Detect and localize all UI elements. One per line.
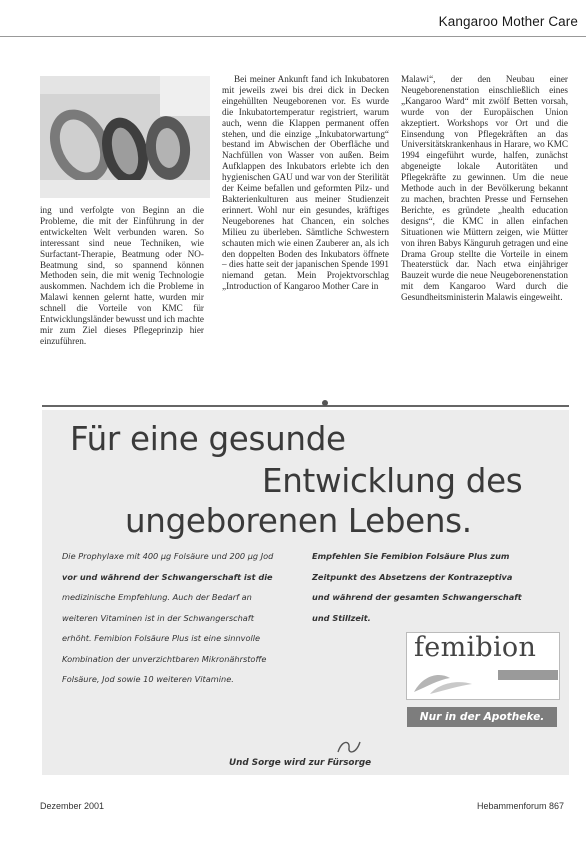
footer-date: Dezember 2001: [40, 801, 105, 811]
article-column-1: [40, 205, 204, 347]
ad-slogan: Und Sorge wird zur Fürsorge: [229, 758, 372, 768]
product-brand: femibion: [414, 632, 537, 663]
ad-headline-line-2: Entwicklung des: [262, 462, 523, 500]
ad-body-line: und während der gesamten Schwangerschaft: [312, 592, 522, 602]
ad-body-right: [312, 546, 522, 628]
ad-body-line: Die Prophylaxe mit 400 µg Folsäure und 200 µg Jod: [62, 551, 274, 561]
ad-body-line: vor und während der Schwangerschaft ist die: [62, 571, 273, 582]
ad-body-line: medizinische Empfehlung. Auch der Bedarf an: [62, 592, 252, 602]
ad-body-line: Zeitpunkt des Absetzens der Kontrazeptiva: [312, 571, 513, 582]
footer-publication: Hebammenforum 867: [476, 801, 564, 811]
photo-swaddled-infants: [40, 76, 210, 198]
header-title: Kangaroo Mother Care: [438, 14, 578, 29]
ad-body-line: Kombination der unverzichtbaren Mikronährstoffe: [62, 653, 267, 664]
article-column-3: [401, 74, 568, 303]
pharmacy-only-badge: Nur in der Apotheke.: [407, 707, 557, 727]
ad-body-line: Empfehlen Sie Femibion Folsäure Plus zum: [312, 551, 510, 561]
ad-headline-line-3: ungeborenen Lebens.: [125, 502, 472, 540]
care-mark-icon: [336, 738, 362, 756]
article-paragraph: Bei meiner Ankunft fand ich Inkubatoren mit jeweils zwei bis drei dick in Decken eingehüllten Neugeborenen vor. Es wurde die Inkubatortemperatur registriert, warum auch, wenn die Klappen permanent offen stehen, und die einzige „Inkubatorwartung“ bestand im Abwischen der Oberfläche und Nachfüllen von Wasser von außen. Beim Aufklappen des Inkubators erlebte ich den hygienischen GAU und war von der Sterilität der Keime befallen und geformten Pilz- und Bakterienkulturen aus meiner Studienzeit erinnert. Wohl nur ein gesundes, kräftiges Neugeborenes hat Chancen, ein solches Milieu zu überleben. Sämtliche Schwestern schauten mich wie einen Zauberer an, als ich den doppelten Boden des Inkubators öffnete – dies hatte seit der japanischen Spende 1991 niemand getan. Mein Projektvorschlag „Introduction of Kangaroo Mother Care in: [222, 74, 389, 292]
package-stripe: [498, 670, 558, 680]
ad-body-line: Folsäure, Jod sowie 10 weiteren Vitamine.: [62, 674, 234, 684]
ad-headline-line-1: Für eine gesunde: [70, 420, 346, 458]
ad-body-line: und Stillzeit.: [312, 612, 371, 623]
ad-divider-dot: [322, 400, 328, 406]
ad-body-line: weiteren Vitaminen ist in der Schwangerschaft: [62, 612, 254, 623]
ad-body-left: [62, 546, 273, 690]
article-photo: [40, 76, 210, 198]
header-rule: [0, 36, 586, 37]
ad-body-line: erhöht. Femibion Folsäure Plus ist eine sinnvolle: [62, 633, 261, 643]
article-column-2: [222, 74, 389, 292]
leaf-icon: [410, 668, 490, 696]
article-paragraph: ing und verfolgte von Beginn an die Probleme, die mit der Einführung in der entwickelten Welt verbunden waren. So interessant sind neue Techniken, wie Surfactant-Therapie, Beatmung oder NO-Beatmung sind, so spannend können Methoden sein, die mit wenig Technologie auskommen. Nachdem ich die Probleme in Malawi kennen gelernt hatte, wurden mir schnell die Vorteile von KMC für Entwicklungsländer bewusst und ich machte mir zum Ziel dieses Pflegeprinzip hier einzuführen.: [40, 205, 204, 346]
ad-divider: [42, 405, 569, 407]
article-paragraph: Malawi“, der den Neubau einer Neugeborenenstation einschließlich eines „Kangaroo Ward“ mit zwölf Betten vorsah, wurde von der Europäischen Union akzeptiert. Workshops vor Ort und die Einsendung von Pflegekräften an das Universitätskrankenhaus in Harare, wo KMC 1994 eingeführt wurde, halfen, zunächst abgeneigte lokale Autoritäten und Pflegekräfte zu gewinnen. Um die neue Methode auch in der Bevölkerung bekannt zu machen, brachten Presse und Fernsehen Berichte, es gründete „health education designs“, die KMC in allen einfachen Situationen wie Müttern zeigen, wie Mütter von ihren Babys Känguruh getragen und eine Drama Group stellte die Vorteile in einem Theaterstück dar. Nach etwa einjähriger Bauzeit wurde die neue Neugeborenenstation mit dem Kangaroo Ward durch die Gesundheitsministerin Malawis eingeweiht.: [401, 74, 568, 303]
